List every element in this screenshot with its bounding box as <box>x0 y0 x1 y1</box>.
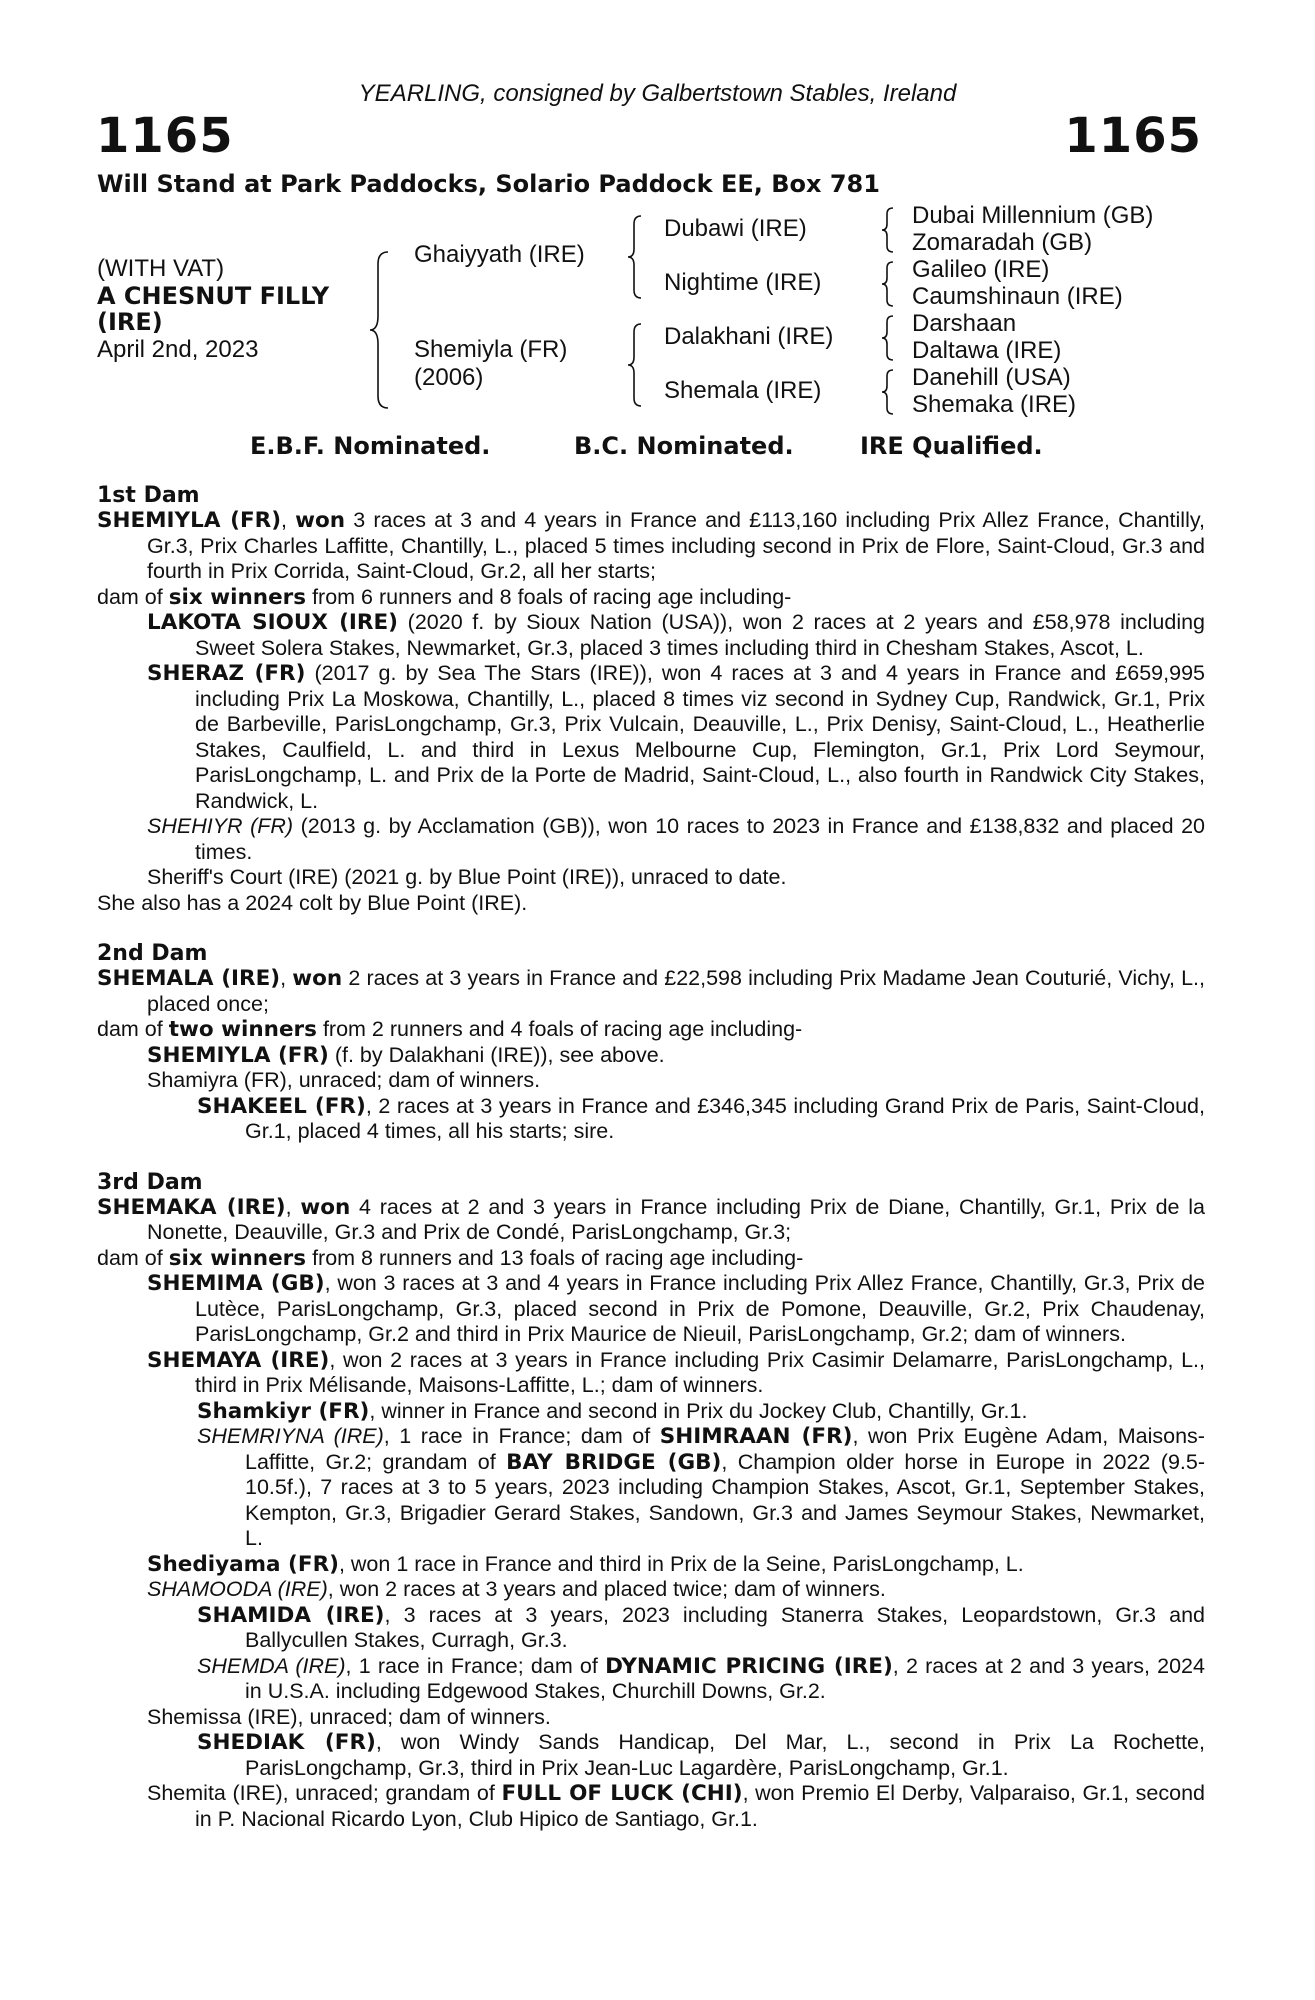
produce-lakota-sioux <box>97 610 1205 661</box>
brace-dam <box>626 322 644 408</box>
ire-qualified: IRE Qualified. <box>860 432 1043 460</box>
first-dam-name: SHEMIYLA (FR) <box>97 508 282 533</box>
produce-sheraz <box>97 661 1205 814</box>
first-dam-entry: SHEMIYLA (FR), won 3 races at 3 and 4 years in France and £113,160 including Prix Allez France, Chantilly, Gr.3, Prix Charles Laffitte, Chantilly, L., placed 5 times including second in Prix de Flore, Saint-Cloud, Gr.3 and fourth in Prix Corrida, Saint-Cloud, Gr.2, all her starts; <box>97 508 1205 583</box>
lot-title-country: (IRE) <box>97 308 163 336</box>
produce-shediak <box>97 1730 1205 1781</box>
first-dam-produce-count: six winners <box>168 584 307 610</box>
produce-shemriyna <box>97 1424 1205 1552</box>
second-dam-entry: SHEMALA (IRE), won 2 races at 3 years in France and £22,598 including Prix Madame Jean Couturié, Vichy, L., placed once; <box>97 966 1205 1016</box>
sdd-name: Caumshinaun (IRE) <box>912 283 1123 310</box>
first-dam-won: won <box>295 508 346 533</box>
dsd-name: Daltawa (IRE) <box>912 337 1062 364</box>
third-dam-produce-pre: dam of <box>97 1245 163 1270</box>
shemiyla-name: SHEMIYLA (FR) <box>147 1042 329 1068</box>
lot-title: A CHESNUT FILLY <box>97 282 330 310</box>
lot-number-left: 1165 <box>96 108 234 164</box>
produce-shemissa: Shemissa (IRE), unraced; dam of winners. <box>147 1704 551 1729</box>
ddd-name: Shemaka (IRE) <box>912 391 1077 418</box>
shemaya-name: SHEMAYA (IRE) <box>147 1347 330 1373</box>
lakota-sioux-record: (2020 f. by Sioux Nation (USA)), won 2 races at 2 years and £58,978 including Sweet Solera Stakes, Newmarket, Gr.3, placed 3 times including third in Chesham Stakes, Ascot, L. <box>195 610 1206 660</box>
second-dam-heading: 2nd Dam <box>97 941 208 966</box>
dam-year: (2006) <box>414 364 484 391</box>
third-dam-record: 4 races at 2 and 3 years in France including Prix de Diane, Chantilly, Gr.1, Prix de la Nonette, Deauville, Gr.3 and Prix de Condé, ParisLongchamp, Gr.3; <box>147 1194 1205 1244</box>
shakeel-record: , 2 races at 3 years in France and £346,345 including Grand Prix de Paris, Saint-Cloud, Gr.1, placed 4 times, all his starts; sire. <box>245 1093 1205 1143</box>
shamooda-name: SHAMOODA (IRE) <box>147 1577 328 1601</box>
shemaya-record: , won 2 races at 3 years in France including Prix Casimir Delamarre, ParisLongchamp, L., third in Prix Mélisande, Maisons-Laffitte, L.; dam of winners. <box>195 1347 1206 1397</box>
shediak-record: , won Windy Sands Handicap, Del Mar, L., second in Prix La Rochette, ParisLongchamp, Gr.3, third in Prix Jean-Luc Lagardère, ParisLongchamp, Gr.1. <box>245 1730 1205 1780</box>
first-dam-also: She also has a 2024 colt by Blue Point (IRE). <box>97 890 528 915</box>
sire-dam: Nightime (IRE) <box>664 269 822 296</box>
shemriyna-text2: , won Prix Eugène Adam, Maisons-Laffitte, Gr.2; grandam of <box>245 1424 1205 1474</box>
second-dam-produce-post: from 2 runners and 4 foals of racing age including- <box>322 1017 803 1041</box>
ssd-name: Zomaradah (GB) <box>912 229 1093 256</box>
shemda-name: SHEMDA (IRE) <box>197 1653 346 1678</box>
second-dam-won: won <box>292 966 343 991</box>
full-of-luck-name: FULL OF LUCK (CHI) <box>501 1781 743 1806</box>
third-dam-produce-post: from 8 runners and 13 foals of racing age including- <box>312 1245 804 1270</box>
produce-sheriffs-court: Sheriff's Court (IRE) (2021 g. by Blue Point (IRE)), unraced to date. <box>147 865 787 889</box>
produce-shediyama <box>97 1552 1205 1578</box>
first-dam-produce-post: from 6 runners and 8 foals of racing age including- <box>312 584 792 609</box>
stand-location: Will Stand at Park Paddocks, Solario Paddock EE, Box 781 <box>97 170 880 198</box>
sire-name: Ghaiyyath (IRE) <box>414 241 585 268</box>
shemima-record: , won 3 races at 3 and 4 years in France including Prix Allez France, Chantilly, Gr.3, Prix de Lutèce, ParisLongchamp, Gr.3, placed second in Prix de Pomone, Deauville, Gr.2, Prix Chaudenay, ParisLongchamp, Gr.2 and third in Prix Maurice de Nieuil, ParisLongchamp, Gr.2; dam of winners. <box>195 1271 1205 1346</box>
produce-shakeel <box>97 1094 1205 1145</box>
shemriyna-text3: , Champion older horse in Europe in 2022 (9.5-10.5f.), 7 races at 3 to 5 years, 2023 including Champion Stakes, Ascot, Gr.1, September Stakes, Kempton, Gr.3, Brigadier Gerard Stakes, Sandown, Gr.3 and James Seymour Stakes, Newmarket, L. <box>245 1449 1205 1550</box>
first-dam-record: 3 races at 3 and 4 years in France and £113,160 including Prix Allez France, Chantilly, Gr.3, Prix Charles Laffitte, Chantilly, L., placed 5 times including second in Prix de Flore, Saint-Cloud, Gr.3 and fourth in Prix Corrida, Saint-Cloud, Gr.2, all her starts; <box>147 508 1205 583</box>
ebf-nominated: E.B.F. Nominated. <box>250 432 491 460</box>
brace-dd <box>880 368 896 416</box>
third-dam-heading: 3rd Dam <box>97 1169 203 1195</box>
second-dam-record: 2 races at 3 years in France and £22,598 including Prix Madame Jean Couturié, Vichy, L., placed once; <box>147 966 1205 1016</box>
lot-number-right: 1165 <box>1064 108 1202 164</box>
produce-shamkiyr <box>97 1399 1205 1425</box>
bay-bridge-name: BAY BRIDGE (GB) <box>506 1449 722 1475</box>
shimraan-name: SHIMRAAN (FR) <box>659 1424 853 1449</box>
brace-main <box>368 250 392 410</box>
sheraz-name: SHERAZ (FR) <box>147 661 306 686</box>
dam-lines <box>97 483 1205 1832</box>
shemiyla-record: (f. by Dalakhani (IRE)), see above. <box>334 1042 665 1067</box>
shemriyna-name: SHEMRIYNA (IRE) <box>197 1424 384 1448</box>
second-dam-produce-pre: dam of <box>97 1017 163 1041</box>
shehiyr-record: (2013 g. by Acclamation (GB)), won 10 races to 2023 in France and £138,832 and placed 20 times. <box>195 814 1205 864</box>
third-dam-name: SHEMAKA (IRE) <box>97 1194 286 1220</box>
shemda-text1: , 1 race in France; dam of <box>345 1653 598 1678</box>
shemda-text2: , 2 races at 2 and 3 years, 2024 in U.S.A. including Edgewood Stakes, Churchill Downs, Gr.2. <box>245 1653 1205 1703</box>
produce-shemaya <box>97 1348 1205 1399</box>
shamkiyr-record: , winner in France and second in Prix du Jockey Club, Chantilly, Gr.1. <box>369 1398 1028 1423</box>
shamida-record: , 3 races at 3 years, 2023 including Stanerra Stakes, Leopardstown, Gr.3 and Ballycullen Stakes, Curragh, Gr.3. <box>245 1602 1205 1652</box>
second-dam-name: SHEMALA (IRE) <box>97 966 281 991</box>
shediak-name: SHEDIAK (FR) <box>197 1730 376 1755</box>
consignment-line: YEARLING, consigned by Galbertstown Stables, Ireland <box>358 80 957 107</box>
brace-sire <box>626 214 644 300</box>
brace-ss <box>880 206 896 254</box>
shamooda-record: , won 2 races at 3 years and placed twice; dam of winners. <box>327 1577 886 1601</box>
produce-shamida <box>97 1603 1205 1654</box>
sds-name: Galileo (IRE) <box>912 256 1050 283</box>
shemima-name: SHEMIMA (GB) <box>147 1271 325 1296</box>
sheraz-record: (2017 g. by Sea The Stars (IRE)), won 4 races at 3 and 4 years in France and £659,995 including Prix La Moskowa, Chantilly, L., placed 8 times viz second in Sydney Cup, Randwick, Gr.1, Prix de Barbeville, ParisLongchamp, Gr.3, Prix Vulcain, Deauville, L., Prix Denisy, Saint-Cloud, L., Heatherlie Stakes, Caulfield, L. and third in Lexus Melbourne Cup, Flemington, Gr.1, Prix Lord Seymour, ParisLongchamp, L. and Prix de la Porte de Madrid, Saint-Cloud, L., also fourth in Randwick City Stakes, Randwick, L. <box>195 661 1205 813</box>
dss-name: Darshaan <box>912 310 1017 337</box>
third-dam-entry: SHEMAKA (IRE), won 4 races at 2 and 3 years in France including Prix de Diane, Chantilly, Gr.1, Prix de la Nonette, Deauville, Gr.3 and Prix de Condé, ParisLongchamp, Gr.3; <box>97 1194 1205 1244</box>
produce-shemima <box>97 1271 1205 1348</box>
sire-sire: Dubawi (IRE) <box>664 215 807 242</box>
shediyama-name: Shediyama (FR) <box>147 1551 339 1577</box>
brace-sd <box>880 260 896 308</box>
produce-shemita <box>97 1781 1205 1832</box>
produce-shemiyla <box>97 1043 1205 1069</box>
third-dam-produce-count: six winners <box>168 1245 307 1271</box>
dds-name: Danehill (USA) <box>912 364 1071 391</box>
third-dam-produce <box>97 1246 1205 1272</box>
first-dam-produce <box>97 585 1205 611</box>
lakota-sioux-name: LAKOTA SIOUX (IRE) <box>147 610 398 635</box>
shakeel-name: SHAKEEL (FR) <box>197 1093 366 1119</box>
first-dam-produce-pre: dam of <box>97 584 163 609</box>
dam-name: Shemiyla (FR) <box>414 336 568 363</box>
brace-ds <box>880 314 896 362</box>
first-dam-heading: 1st Dam <box>97 483 200 508</box>
vat-label: (WITH VAT) <box>97 255 225 282</box>
produce-shehiyr <box>97 814 1205 865</box>
second-dam-produce <box>97 1017 1205 1043</box>
dynamic-pricing-name: DYNAMIC PRICING (IRE) <box>605 1653 893 1679</box>
shemita-text1: Shemita (IRE), unraced; grandam of <box>147 1781 495 1805</box>
third-dam-won: won <box>300 1194 351 1220</box>
shemita-text2: , won Premio El Derby, Valparaiso, Gr.1, second in P. Nacional Ricardo Lyon, Club Hipico de Santiago, Gr.1. <box>195 1781 1205 1831</box>
bc-nominated: B.C. Nominated. <box>574 432 794 460</box>
lot-dob: April 2nd, 2023 <box>97 336 259 363</box>
shemriyna-text1: , 1 race in France; dam of <box>383 1424 651 1448</box>
shediyama-record: , won 1 race in France and third in Prix de la Seine, ParisLongchamp, L. <box>338 1551 1024 1576</box>
produce-shamooda <box>97 1577 1205 1603</box>
dam-dam: Shemala (IRE) <box>664 377 822 404</box>
produce-shemda <box>97 1654 1205 1705</box>
sss-name: Dubai Millennium (GB) <box>912 202 1154 229</box>
shamkiyr-name: Shamkiyr (FR) <box>197 1398 370 1424</box>
dam-sire: Dalakhani (IRE) <box>664 323 834 350</box>
shamida-name: SHAMIDA (IRE) <box>197 1602 385 1628</box>
shehiyr-name: SHEHIYR (FR) <box>147 814 294 838</box>
second-dam-produce-count: two winners <box>168 1017 317 1042</box>
produce-shamiyra: Shamiyra (FR), unraced; dam of winners. <box>147 1068 541 1092</box>
